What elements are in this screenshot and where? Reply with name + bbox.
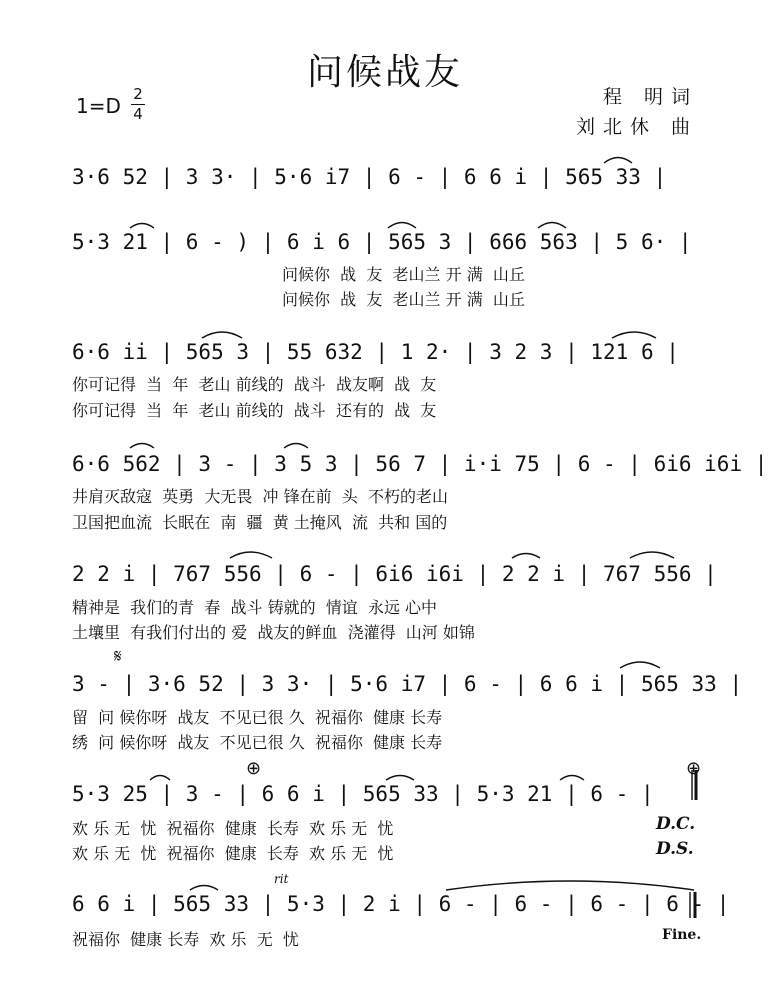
- lyric-line-8: 祝福你 健康 长寿 欢 乐 无 忧: [72, 930, 299, 949]
- ds-marking: D.S.: [656, 839, 694, 859]
- lyric-line-3-verse-1: 你可记得 当 年 老山 前线的 战斗 战友啊 战 友: [72, 375, 437, 394]
- fine-marking: Fine.: [662, 927, 702, 943]
- lyric-line-4-verse-2: 卫国把血流 长眠在 南 疆 黄 土掩风 流 共和 国的: [72, 513, 448, 532]
- notation-line-4: 6·6 562 | 3 - | 3 5 3 | 56 7 | i·i 75 | 6 - | 6i6 i6i |: [72, 452, 768, 476]
- notation-line-7: 5·3 25 | 3 - | 6 6 i | 565 33 | 5·3 21 | 6 - |: [72, 782, 654, 806]
- lyric-line-7-verse-1: 欢 乐 无 忧 祝福你 健康 长寿 欢 乐 无 忧: [72, 819, 394, 838]
- ritardando-marking: rit: [274, 872, 289, 886]
- lyric-line-4-verse-1: 井肩灭敌寇 英勇 大无畏 冲 锋在前 头 不朽的老山: [72, 487, 448, 506]
- coda-icon: ⊕: [246, 758, 262, 779]
- time-signature-top: 2: [133, 85, 143, 103]
- notation-line-3: 6·6 ii | 565 3 | 55 632 | 1 2· | 3 2 3 | 121 6 |: [72, 340, 679, 364]
- time-signature: [131, 86, 145, 123]
- key-signature: 1=D: [76, 94, 121, 118]
- notation-line-2: 5·3 21 | 6 - ) | 6 i 6 | 565 3 | 666 563 | 5 6· |: [72, 230, 692, 254]
- notation-line-8: 6 6 i | 565 33 | 5·3 | 2 i | 6 - | 6 - | 6 - | 6 - |: [72, 892, 730, 916]
- lyric-line-5-verse-2: 土壤里 有我们付出的 爱 战友的鲜血 浇灌得 山河 如锦: [72, 623, 475, 642]
- time-signature-bottom: 4: [133, 105, 143, 123]
- dc-marking: D.C.: [656, 814, 696, 834]
- notation-line-1: 3·6 52 | 3 3· | 5·6 i7 | 6 - | 6 6 i | 565 33 |: [72, 165, 667, 189]
- segno-icon: 𝄋: [114, 646, 122, 667]
- lyric-line-6-verse-1: 留 问 候你呀 战友 不见已很 久 祝福你 健康 长寿: [72, 708, 443, 727]
- lyric-line-3-verse-2: 你可记得 当 年 老山 前线的 战斗 还有的 战 友: [72, 401, 437, 420]
- lyricist-credit: 程 明词: [602, 86, 698, 108]
- lyric-line-7-verse-2: 欢 乐 无 忧 祝福你 健康 长寿 欢 乐 无 忧: [72, 844, 394, 863]
- lyric-line-6-verse-2: 绣 问 候你呀 战友 不见已很 久 祝福你 健康 长寿: [72, 733, 443, 752]
- coda-icon-end: ⊕: [686, 758, 702, 779]
- song-title: 问候战友: [306, 52, 463, 93]
- lyric-line-2-verse-1: 问候你 战 友 老山兰 开 满 山丘: [282, 265, 525, 284]
- lyric-line-5-verse-1: 精神是 我们的青 春 战斗 铸就的 情谊 永远 心中: [72, 598, 438, 617]
- composer-credit: 刘北休 曲: [575, 116, 698, 138]
- lyric-line-2-verse-2: 问候你 战 友 老山兰 开 满 山丘: [282, 290, 525, 309]
- notation-line-5: 2 2 i | 767 556 | 6 - | 6i6 i6i | 2 2 i | 767 556 |: [72, 562, 717, 586]
- notation-line-6: 3 - | 3·6 52 | 3 3· | 5·6 i7 | 6 - | 6 6 i | 565 33 |: [72, 672, 743, 696]
